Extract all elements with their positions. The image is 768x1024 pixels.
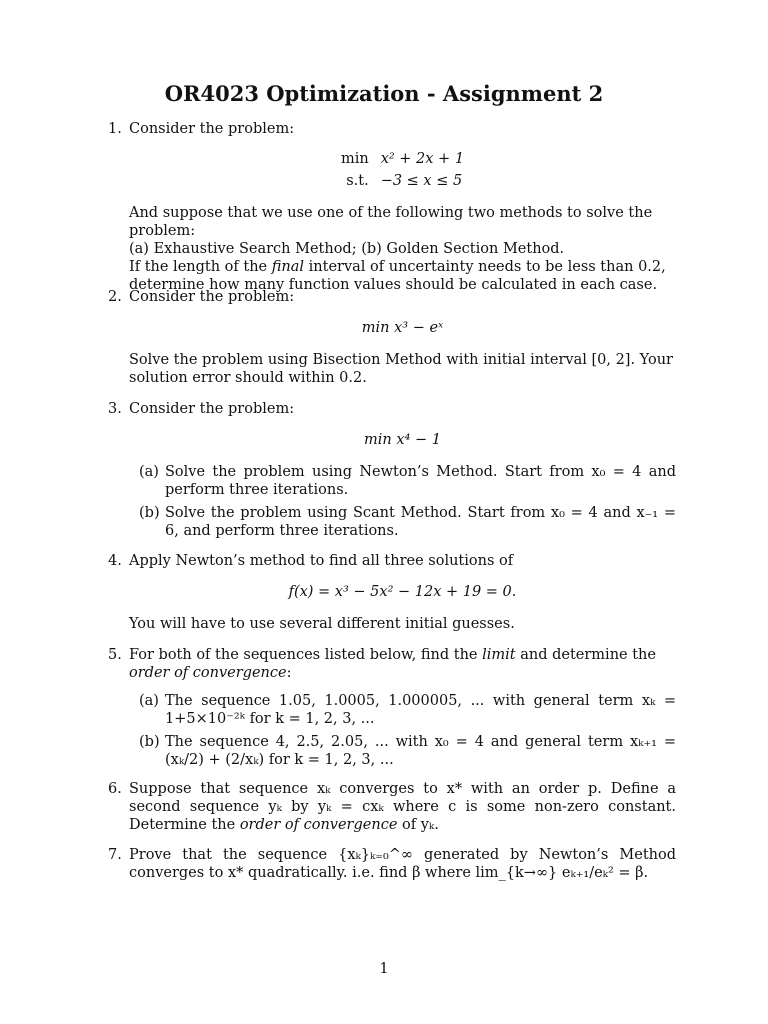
emphasis-order-of-convergence: order of convergence [129, 665, 287, 681]
subquestion-label: (b) [139, 734, 160, 750]
question-6 [108, 780, 676, 834]
question-number: 1. [108, 121, 122, 137]
page-number: 1 [379, 961, 389, 977]
subquestion-label: (b) [139, 505, 160, 521]
equation: min x⁴ − 1 [364, 432, 441, 448]
question-number: 7. [108, 847, 122, 863]
question-number: 6. [108, 781, 122, 797]
subquestion-a [139, 463, 676, 499]
subquestion-text: Solve the problem using Newton’s Method. Start from x₀ = 4 and perform three iterations. [165, 464, 676, 498]
question-number: 5. [108, 647, 122, 663]
page-title: OR4023 Optimization - Assignment 2 [164, 81, 604, 106]
question-3 [108, 400, 676, 540]
subquestion-b [139, 733, 676, 769]
question-intro: Consider the problem: [129, 121, 295, 137]
question-4 [108, 552, 676, 633]
emphasis-limit: limit [482, 647, 516, 663]
subquestion-label: (a) [139, 464, 159, 480]
emphasis-final: final [271, 259, 305, 275]
question-text: You will have to use several different initial guesses. [129, 616, 515, 632]
question-text: Suppose that sequence xₖ converges to x* with an order p. Define a second sequence yₖ by yₖ = cxₖ where c is some non-zero constant. Determine the order of convergence of yₖ. [129, 781, 676, 833]
subquestion-text: The sequence 4, 2.5, 2.05, ... with x₀ = 4 and general term xₖ₊₁ = (xₖ/2) + (2/xₖ) for k = 1, 2, 3, ... [165, 734, 676, 768]
question-number: 4. [108, 553, 122, 569]
equation: f(x) = x³ − 5x² − 12x + 19 = 0. [288, 584, 517, 600]
problem-formulation [335, 148, 470, 192]
constraint-expression: −3 ≤ x ≤ 5 [380, 173, 463, 189]
question-text: Solve the problem using Bisection Method with initial interval [0, 2]. Your solution error should within 0.2. [129, 352, 673, 386]
emphasis-order-of-convergence: order of convergence [239, 817, 398, 833]
question-intro: Consider the problem: [129, 401, 295, 417]
question-number: 2. [108, 289, 122, 305]
question-text: Prove that the sequence {xₖ}ₖ₌₀^∞ generated by Newton’s Method converges to x* quadratically. i.e. find β where lim_{k→∞} eₖ₊₁/eₖ² = β. [129, 847, 676, 881]
subquestion-a [139, 692, 676, 728]
question-1 [108, 120, 676, 294]
question-2 [108, 288, 676, 387]
question-intro: Consider the problem: [129, 289, 295, 305]
subquestion-label: (a) [139, 693, 159, 709]
question-7 [108, 846, 676, 882]
question-intro: For both of the sequences listed below, find the limit and determine the order of convergence: [129, 647, 656, 681]
question-intro: Apply Newton’s method to find all three solutions of [129, 553, 514, 569]
question-text-line: And suppose that we use one of the following two methods to solve the problem: [129, 205, 653, 239]
constraint-label: s.t. [346, 173, 369, 189]
subquestion-text: The sequence 1.05, 1.0005, 1.000005, ... with general term xₖ = 1+5×10⁻²ᵏ for k = 1, 2, 3, ... [165, 693, 676, 727]
objective-expression: x² + 2x + 1 [380, 151, 465, 167]
methods-line: (a) Exhaustive Search Method; (b) Golden Section Method. [129, 241, 565, 257]
question-5 [108, 646, 676, 769]
subquestion-b [139, 504, 676, 540]
subquestion-text: Solve the problem using Scant Method. Start from x₀ = 4 and x₋₁ = 6, and perform three iterations. [165, 505, 676, 539]
equation: min x³ − eˣ [361, 320, 444, 336]
min-label: min [340, 151, 369, 167]
question-number: 3. [108, 401, 122, 417]
question-text-line: If the length of the final interval of uncertainty needs to be less than 0.2, determine how many function values should be calculated in each case. [129, 259, 666, 293]
